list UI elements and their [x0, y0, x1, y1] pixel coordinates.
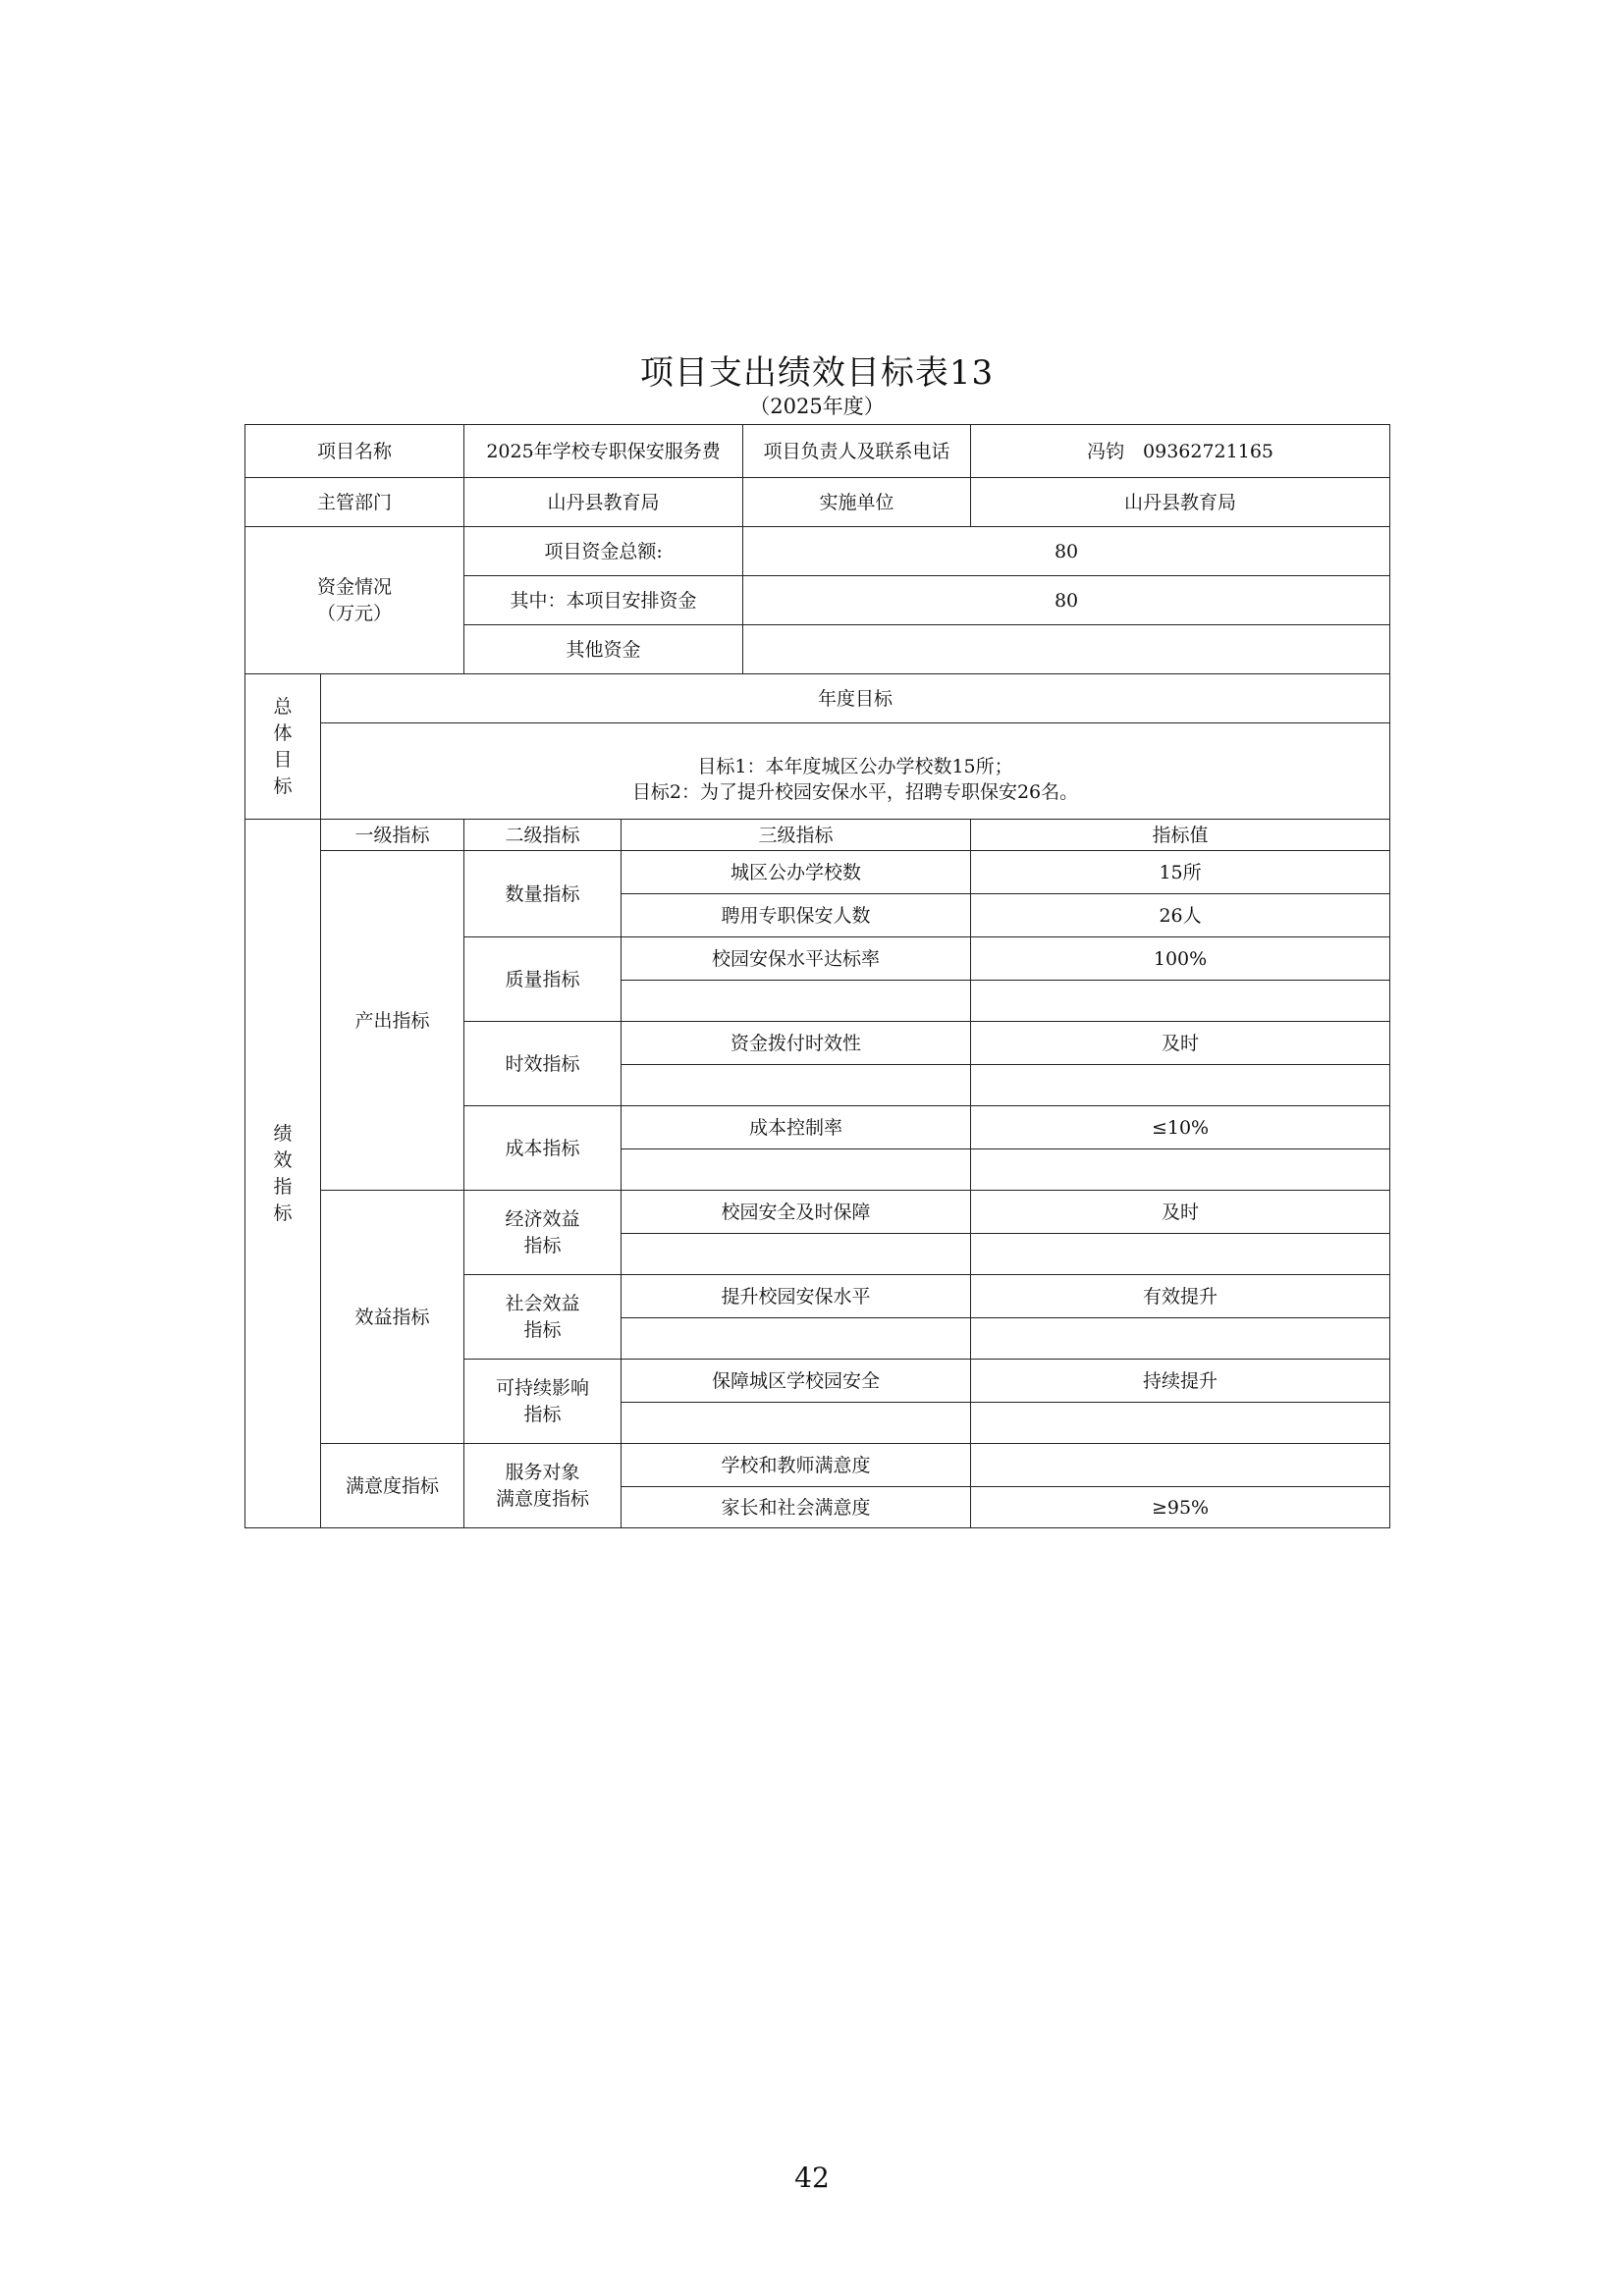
output-label: 产出指标 — [321, 851, 464, 1191]
table-row — [245, 1191, 1390, 1234]
indicator-name-empty — [622, 1149, 971, 1191]
service-label-line1: 服务对象 — [505, 1461, 580, 1483]
indicator-name: 提升校园安保水平 — [622, 1275, 971, 1318]
funds-other-label: 其他资金 — [464, 625, 743, 674]
funds-label — [245, 527, 464, 674]
indicator-value: 有效提升 — [971, 1275, 1390, 1318]
overall-label — [245, 674, 321, 820]
page-number: 42 — [794, 2162, 830, 2194]
indicator-name: 校园安保水平达标率 — [622, 937, 971, 981]
overall-label-char: 目 — [273, 748, 293, 771]
indicator-name: 校园安全及时保障 — [622, 1191, 971, 1234]
indicator-name: 城区公办学校数 — [622, 851, 971, 894]
indicator-value-empty — [971, 1403, 1390, 1444]
annual-goal-label: 年度目标 — [321, 674, 1390, 723]
indicator-name: 家长和社会满意度 — [622, 1487, 971, 1528]
table-row — [245, 1444, 1390, 1487]
goal-2: 目标2：为了提升校园安保水平，招聘专职保安26名。 — [631, 781, 1079, 803]
indicator-value-empty — [971, 1065, 1390, 1106]
quantity-label: 数量指标 — [464, 851, 622, 937]
funds-label-line2: （万元） — [317, 602, 393, 624]
info-row-project — [245, 425, 1390, 478]
project-name-value: 2025年学校专职保安服务费 — [464, 425, 743, 478]
indicator-name: 学校和教师满意度 — [622, 1444, 971, 1487]
cost-label: 成本指标 — [464, 1106, 622, 1191]
indicator-name-empty — [622, 1403, 971, 1444]
indicator-name-empty — [622, 1065, 971, 1106]
perf-label — [245, 820, 321, 1528]
dept-value: 山丹县教育局 — [464, 478, 743, 527]
page-title: 项目支出绩效目标表13 — [639, 353, 995, 393]
indicator-value-empty — [971, 1234, 1390, 1275]
quality-label: 质量指标 — [464, 937, 622, 1022]
sustain-label — [464, 1360, 622, 1444]
economic-label — [464, 1191, 622, 1275]
indicator-value-empty — [971, 1318, 1390, 1360]
social-label-line2: 指标 — [523, 1318, 562, 1341]
overall-label-char: 标 — [273, 774, 293, 797]
indicator-name: 资金拨付时效性 — [622, 1022, 971, 1065]
perf-label-char: 绩 — [273, 1122, 293, 1145]
page-subtitle: （2025年度） — [749, 395, 885, 418]
project-name-label: 项目名称 — [245, 425, 464, 478]
overall-label-char: 总 — [273, 695, 293, 718]
benefit-label: 效益指标 — [321, 1191, 464, 1444]
funds-arranged-label: 其中：本项目安排资金 — [464, 576, 743, 625]
perf-label-char: 效 — [273, 1148, 293, 1171]
sustain-label-line1: 可持续影响 — [496, 1376, 590, 1399]
overall-goals-row — [245, 723, 1390, 820]
perf-label-char: 标 — [273, 1201, 293, 1224]
funds-total-value: 80 — [743, 527, 1390, 576]
perf-label-char: 指 — [273, 1175, 293, 1198]
funds-total-label: 项目资金总额: — [464, 527, 743, 576]
indicator-name-empty — [622, 981, 971, 1022]
table-row — [245, 851, 1390, 894]
funds-arranged-value: 80 — [743, 576, 1390, 625]
unit-value: 山丹县教育局 — [971, 478, 1390, 527]
dept-label: 主管部门 — [245, 478, 464, 527]
indicator-name: 聘用专职保安人数 — [622, 894, 971, 937]
header-level2: 二级指标 — [464, 820, 622, 851]
indicator-value: 及时 — [971, 1022, 1390, 1065]
indicator-value: ≤10% — [971, 1106, 1390, 1149]
economic-label-line1: 经济效益 — [505, 1207, 580, 1230]
indicator-name-empty — [622, 1318, 971, 1360]
service-label-line2: 满意度指标 — [496, 1487, 590, 1510]
header-level1: 一级指标 — [321, 820, 464, 851]
header-level3: 三级指标 — [622, 820, 971, 851]
performance-target-table — [244, 424, 1390, 1528]
contact-value: 冯钧 09362721165 — [971, 425, 1390, 478]
service-label — [464, 1444, 622, 1528]
indicator-value: 持续提升 — [971, 1360, 1390, 1403]
indicator-value: 26人 — [971, 894, 1390, 937]
funds-row-total — [245, 527, 1390, 576]
perf-header-row — [245, 820, 1390, 851]
overall-header-row — [245, 674, 1390, 723]
unit-label: 实施单位 — [743, 478, 971, 527]
overall-goals — [321, 723, 1390, 820]
indicator-value: 及时 — [971, 1191, 1390, 1234]
info-row-dept — [245, 478, 1390, 527]
indicator-name: 保障城区学校园安全 — [622, 1360, 971, 1403]
overall-label-char: 体 — [273, 721, 293, 744]
satisfaction-label: 满意度指标 — [321, 1444, 464, 1528]
indicator-value-empty — [971, 981, 1390, 1022]
social-label-line1: 社会效益 — [505, 1292, 580, 1314]
indicator-value — [971, 1444, 1390, 1487]
indicator-value-empty — [971, 1149, 1390, 1191]
indicator-value: 100% — [971, 937, 1390, 981]
goal-1: 目标1：本年度城区公办学校数15所； — [697, 756, 1013, 777]
economic-label-line2: 指标 — [523, 1234, 562, 1256]
funds-label-line1: 资金情况 — [317, 575, 393, 598]
funds-other-value — [743, 625, 1390, 674]
timeliness-label: 时效指标 — [464, 1022, 622, 1106]
indicator-value: ≥95% — [971, 1487, 1390, 1528]
indicator-name-empty — [622, 1234, 971, 1275]
indicator-name: 成本控制率 — [622, 1106, 971, 1149]
contact-label: 项目负责人及联系电话 — [743, 425, 971, 478]
sustain-label-line2: 指标 — [523, 1403, 562, 1425]
header-value: 指标值 — [971, 820, 1390, 851]
social-label — [464, 1275, 622, 1360]
indicator-value: 15所 — [971, 851, 1390, 894]
